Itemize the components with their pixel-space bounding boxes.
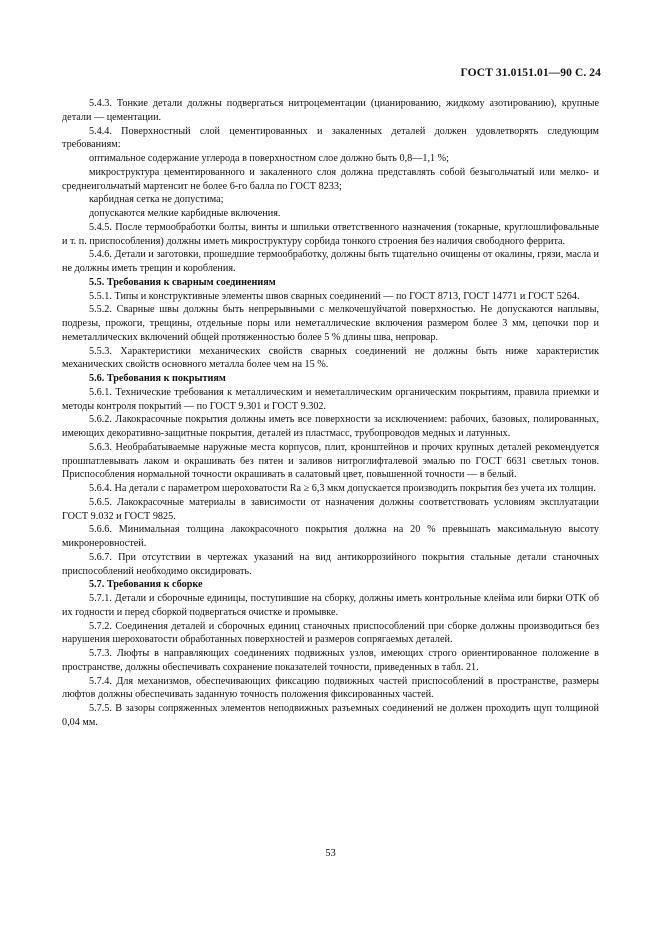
section-heading: 5.6. Требования к покрытиям [89, 373, 226, 384]
paragraph: 5.5.2. Сварные швы должны быть непрерывными с мелкочешуйчатой поверхностью. Не допускаются наплывы, подрезы, прожоги, трещины, отдельные поры или неметаллические включения размером более 3 мм, цепочки пор и неметаллических включений общей протяженностью более 5 % длины шва, непровар. [62, 304, 599, 343]
paragraph: 5.4.6. Детали и заготовки, прошедшие термообработку, должны быть тщательно очищены от окалины, грязи, масла и не должны иметь трещин и коробления. [62, 249, 599, 274]
paragraph: 5.6.7. При отсутствии в чертежах указаний на вид антикоррозийного покрытия стальные детали станочных приспособлений необходимо оксидировать. [62, 551, 599, 577]
paragraph: 5.6.2. Лакокрасочные покрытия должны иметь все поверхности за исключением: рабочих, базовых, полированных, имеющих декоративно-защитные покрытия, деталей из пластмасс, трубопроводов медных и латунных. [62, 414, 599, 439]
document-body [62, 97, 599, 730]
section-heading: 5.7. Требования к сборке [89, 579, 203, 591]
paragraph: 5.7.3. Люфты в направляющих соединениях подвижных узлов, имеющих строго ориентированное положение в пространстве, должны обеспечивать сохранение показателей точности, приведенных в табл. 21. [62, 648, 599, 673]
paragraph: 5.6.4. На детали с параметром шероховатости Ra ≥ 6,3 мкм допускается производить покрытия без учета их толщин. [89, 483, 596, 494]
paragraph: 5.7.4. Для механизмов, обеспечивающих фиксацию подвижных частей приспособлений в пространстве, размеры люфтов должны обеспечивать заданную точность положения фиксированных частей. [62, 675, 599, 701]
paragraph: 5.4.5. После термообработки болты, винты и шпильки ответственного назначения (токарные, круглошлифовальные и т. п. приспособления) должны иметь микроструктуру сорбида тонкого строения без наличия свободного феррита. [62, 221, 599, 247]
paragraph: 5.5.3. Характеристики механических свойств сварных соединений не должны быть ниже характеристик механических свойств основного металла более чем на 15 %. [62, 345, 599, 371]
paragraph: микроструктура цементированного и закаленного слоя должна представлять собой безыгольчатый или мелко- и среднеигольчатый мартенсит не более 6-го балла по ГОСТ 8233; [62, 166, 599, 192]
paragraph: допускаются мелкие карбидные включения. [89, 208, 281, 219]
paragraph: 5.6.6. Минимальная толщина лакокрасочного покрытия должна на 20 % превышать максимальную высоту микронеровностей. [62, 524, 599, 549]
paragraph: 5.6.1. Технические требования к металлическим и неметаллическим органическим покрытиям, правила приемки и методы контроля покрытий — по ГОСТ 9.301 и ГОСТ 9.302. [62, 386, 599, 412]
paragraph: 5.6.5. Лакокрасочные материалы в зависимости от назначения должны соответствовать условиям эксплуатации ГОСТ 9.032 и ГОСТ 9825. [62, 496, 599, 522]
paragraph: оптимальное содержание углерода в поверхностном слое должно быть 0,8—1,1 %; [89, 153, 449, 164]
paragraph: 5.7.2. Соединения деталей и сборочных единиц станочных приспособлений при сборке должны производиться без нарушения шероховатости обработанных поверхностей и размеров сопрягаемых деталей. [62, 620, 599, 646]
paragraph: 5.6.3. Необрабатываемые наружные места корпусов, плит, кронштейнов и прочих крупных деталей рекомендуется прошпатлевывать лаком и окрашивать без пятен и заливов нитроглифталевой эмалью по ГОСТ 6631 светлых тонов. Приспособления нормальной точности окрашивать в салатовый цвет, повышенной точности — в белый. [62, 441, 599, 481]
paragraph: 5.4.4. Поверхностный слой цементированных и закаленных деталей должен удовлетворять следующим требованиям: [62, 125, 599, 151]
paragraph: 5.7.5. В зазоры сопряженных элементов неподвижных разъемных соединений не должен проходить щуп толщиной 0,04 мм. [62, 703, 599, 728]
paragraph: 5.7.1. Детали и сборочные единицы, поступившие на сборку, должны иметь контрольные клейма или бирки ОТК об их годности и перед сборкой подвергаться очистке и промывке. [62, 593, 599, 618]
page-number: 53 [325, 848, 336, 859]
paragraph: 5.5.1. Типы и конструктивные элементы швов сварных соединений — по ГОСТ 8713, ГОСТ 14771 и ГОСТ 5264. [89, 290, 580, 302]
paragraph: карбидная сетка не допустима; [89, 194, 224, 206]
section-heading: 5.5. Требования к сварным соединениям [89, 276, 276, 288]
paragraph: 5.4.3. Тонкие детали должны подвергаться нитроцементации (цианированию, жидкому азотированию), крупные детали — цементации. [62, 98, 599, 123]
page-header: ГОСТ 31.0151.01—90 С. 24 [460, 67, 601, 79]
